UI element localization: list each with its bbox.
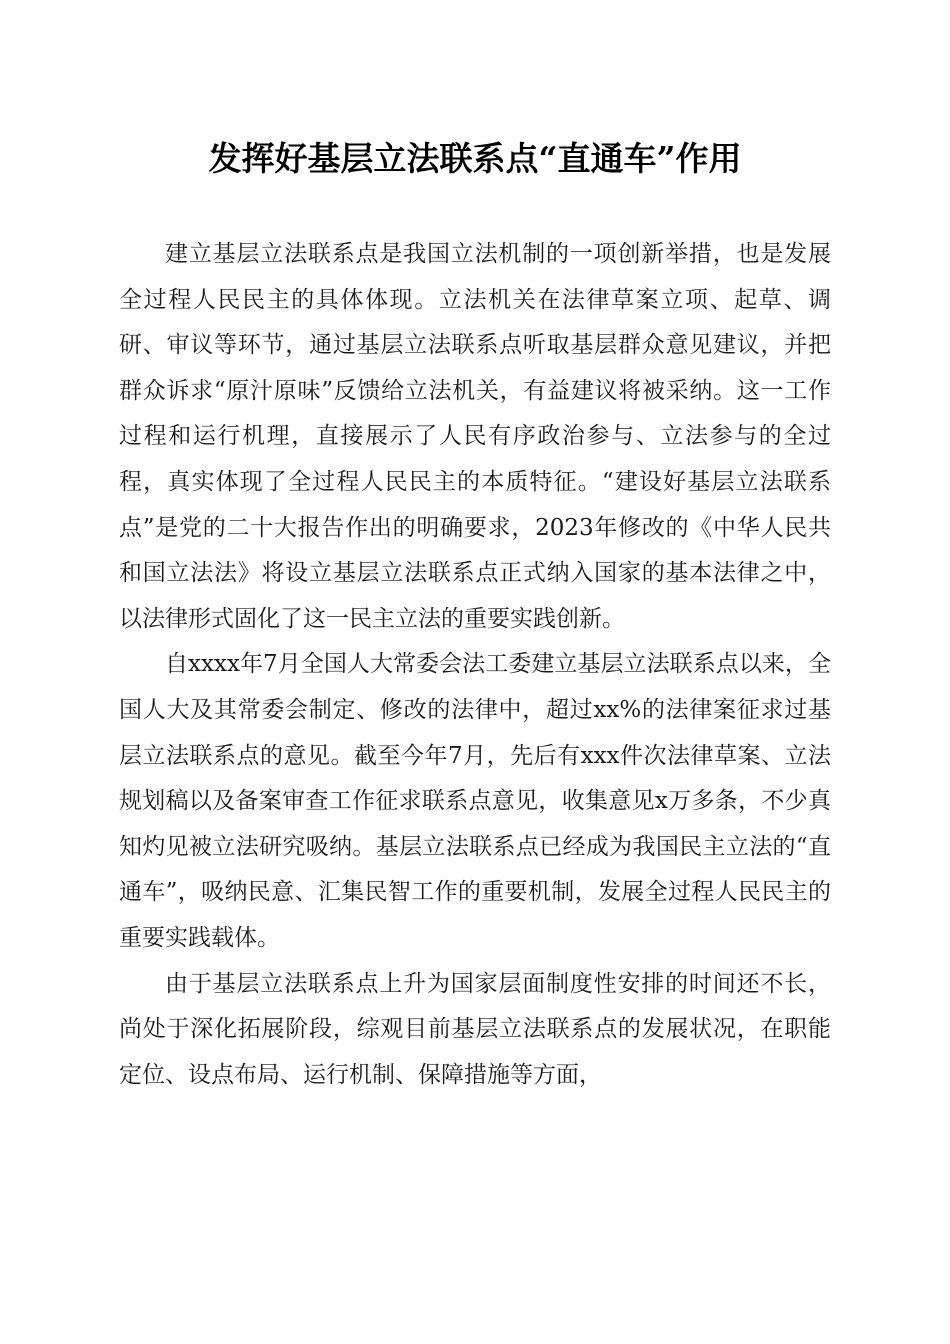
paragraph-2: 自xxxx年7月全国人大常委会法工委建立基层立法联系点以来，全国人大及其常委会制定、修改的法律中，超过xx%的法律案征求过基层立法联系点的意见。截至今年7月，先后有xxx件次法律草案、立法规划稿以及备案审查工作征求联系点意见，收集意见x万多条，不少真知灼见被立法研究吸纳。基层立法联系点已经成为我国民主立法的“直通车”，吸纳民意、汇集民智工作的重要机制，发展全过程人民民主的重要实践载体。 [119, 651, 831, 951]
paragraph-1: 建立基层立法联系点是我国立法机制的一项创新举措，也是发展全过程人民民主的具体体现。立法机关在法律草案立项、起草、调研、审议等环节，通过基层立法联系点听取基层群众意见建议，并把群众诉求“原汁原味”反馈给立法机关，有益建议将被采纳。这一工作过程和运行机理，直接展示了人民有序政治参与、立法参与的全过程，真实体现了全过程人民民主的本质特征。“建设好基层立法联系点”是党的二十大报告作出的明确要求，2023年修改的《中华人民共和国立法法》将设立基层立法联系点正式纳入国家的基本法律之中，以法律形式固化了这一民主立法的重要实践创新。 [119, 241, 831, 632]
document-title: 发挥好基层立法联系点“直通车”作用 [208, 139, 742, 178]
document-body [119, 232, 831, 1098]
paragraph-3: 由于基层立法联系点上升为国家层面制度性安排的时间还不长，尚处于深化拓展阶段，综观目前基层立法联系点的发展状况，在职能定位、设点布局、运行机制、保障措施等方面， [119, 970, 831, 1088]
